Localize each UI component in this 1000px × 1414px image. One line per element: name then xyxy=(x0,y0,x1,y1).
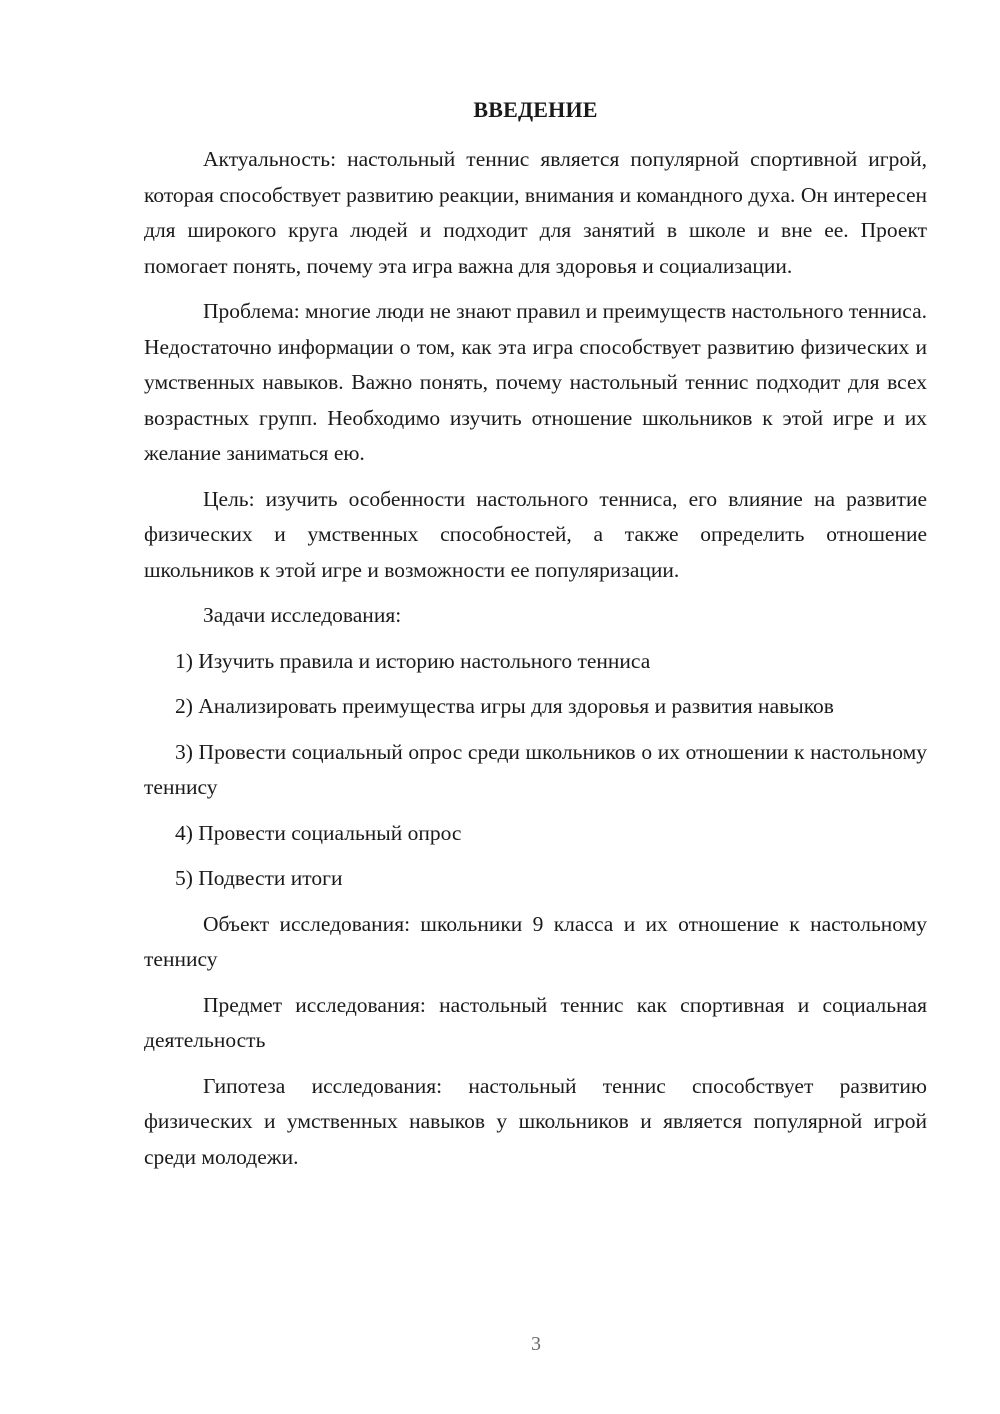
paragraph-subject: Предмет исследования: настольный теннис как спортивная и социальная деятельность xyxy=(144,992,927,1052)
page-content xyxy=(144,94,927,1185)
list-item: 3) Провести социальный опрос среди школьников о их отношении к настольному теннису xyxy=(144,739,927,799)
paragraph-object: Объект исследования: школьники 9 класса и их отношение к настольному теннису xyxy=(144,911,927,971)
list-item: 4) Провести социальный опрос xyxy=(175,820,462,845)
paragraph-relevance: Актуальность: настольный теннис является популярной спортивной игрой, которая способствует развитию реакции, внимания и командного духа. Он интересен для широкого круга людей и подходит для занятий в школе и вне ее. Проект помогает понять, почему эта игра важна для здоровья и социализации. xyxy=(144,147,927,278)
paragraph-hypothesis: Гипотеза исследования: настольный теннис способствует развитию физических и умственных навыков у школьников и является популярной игрой среди молодежи. xyxy=(144,1073,927,1169)
list-item: 1) Изучить правила и историю настольного тенниса xyxy=(175,648,651,673)
page-number: 3 xyxy=(531,1333,541,1355)
list-item: 2) Анализировать преимущества игры для здоровья и развития навыков xyxy=(175,694,834,718)
paragraph-problem: Проблема: многие люди не знают правил и преимуществ настольного тенниса. Недостаточно информации о том, как эта игра способствует развитию физических и умственных навыков. Важно понять, почему настольный теннис подходит для всех возрастных групп. Необходимо изучить отношение школьников к этой игре и их желание заниматься ею. xyxy=(144,299,927,465)
tasks-list xyxy=(144,644,927,897)
paragraph-goal: Цель: изучить особенности настольного тенниса, его влияние на развитие физических и умственных способностей, а также определить отношение школьников к этой игре и возможности ее популяризации. xyxy=(144,486,927,582)
tasks-heading: Задачи исследования: xyxy=(203,603,402,627)
list-item: 5) Подвести итоги xyxy=(175,866,343,890)
section-title: ВВЕДЕНИЕ xyxy=(473,97,598,122)
